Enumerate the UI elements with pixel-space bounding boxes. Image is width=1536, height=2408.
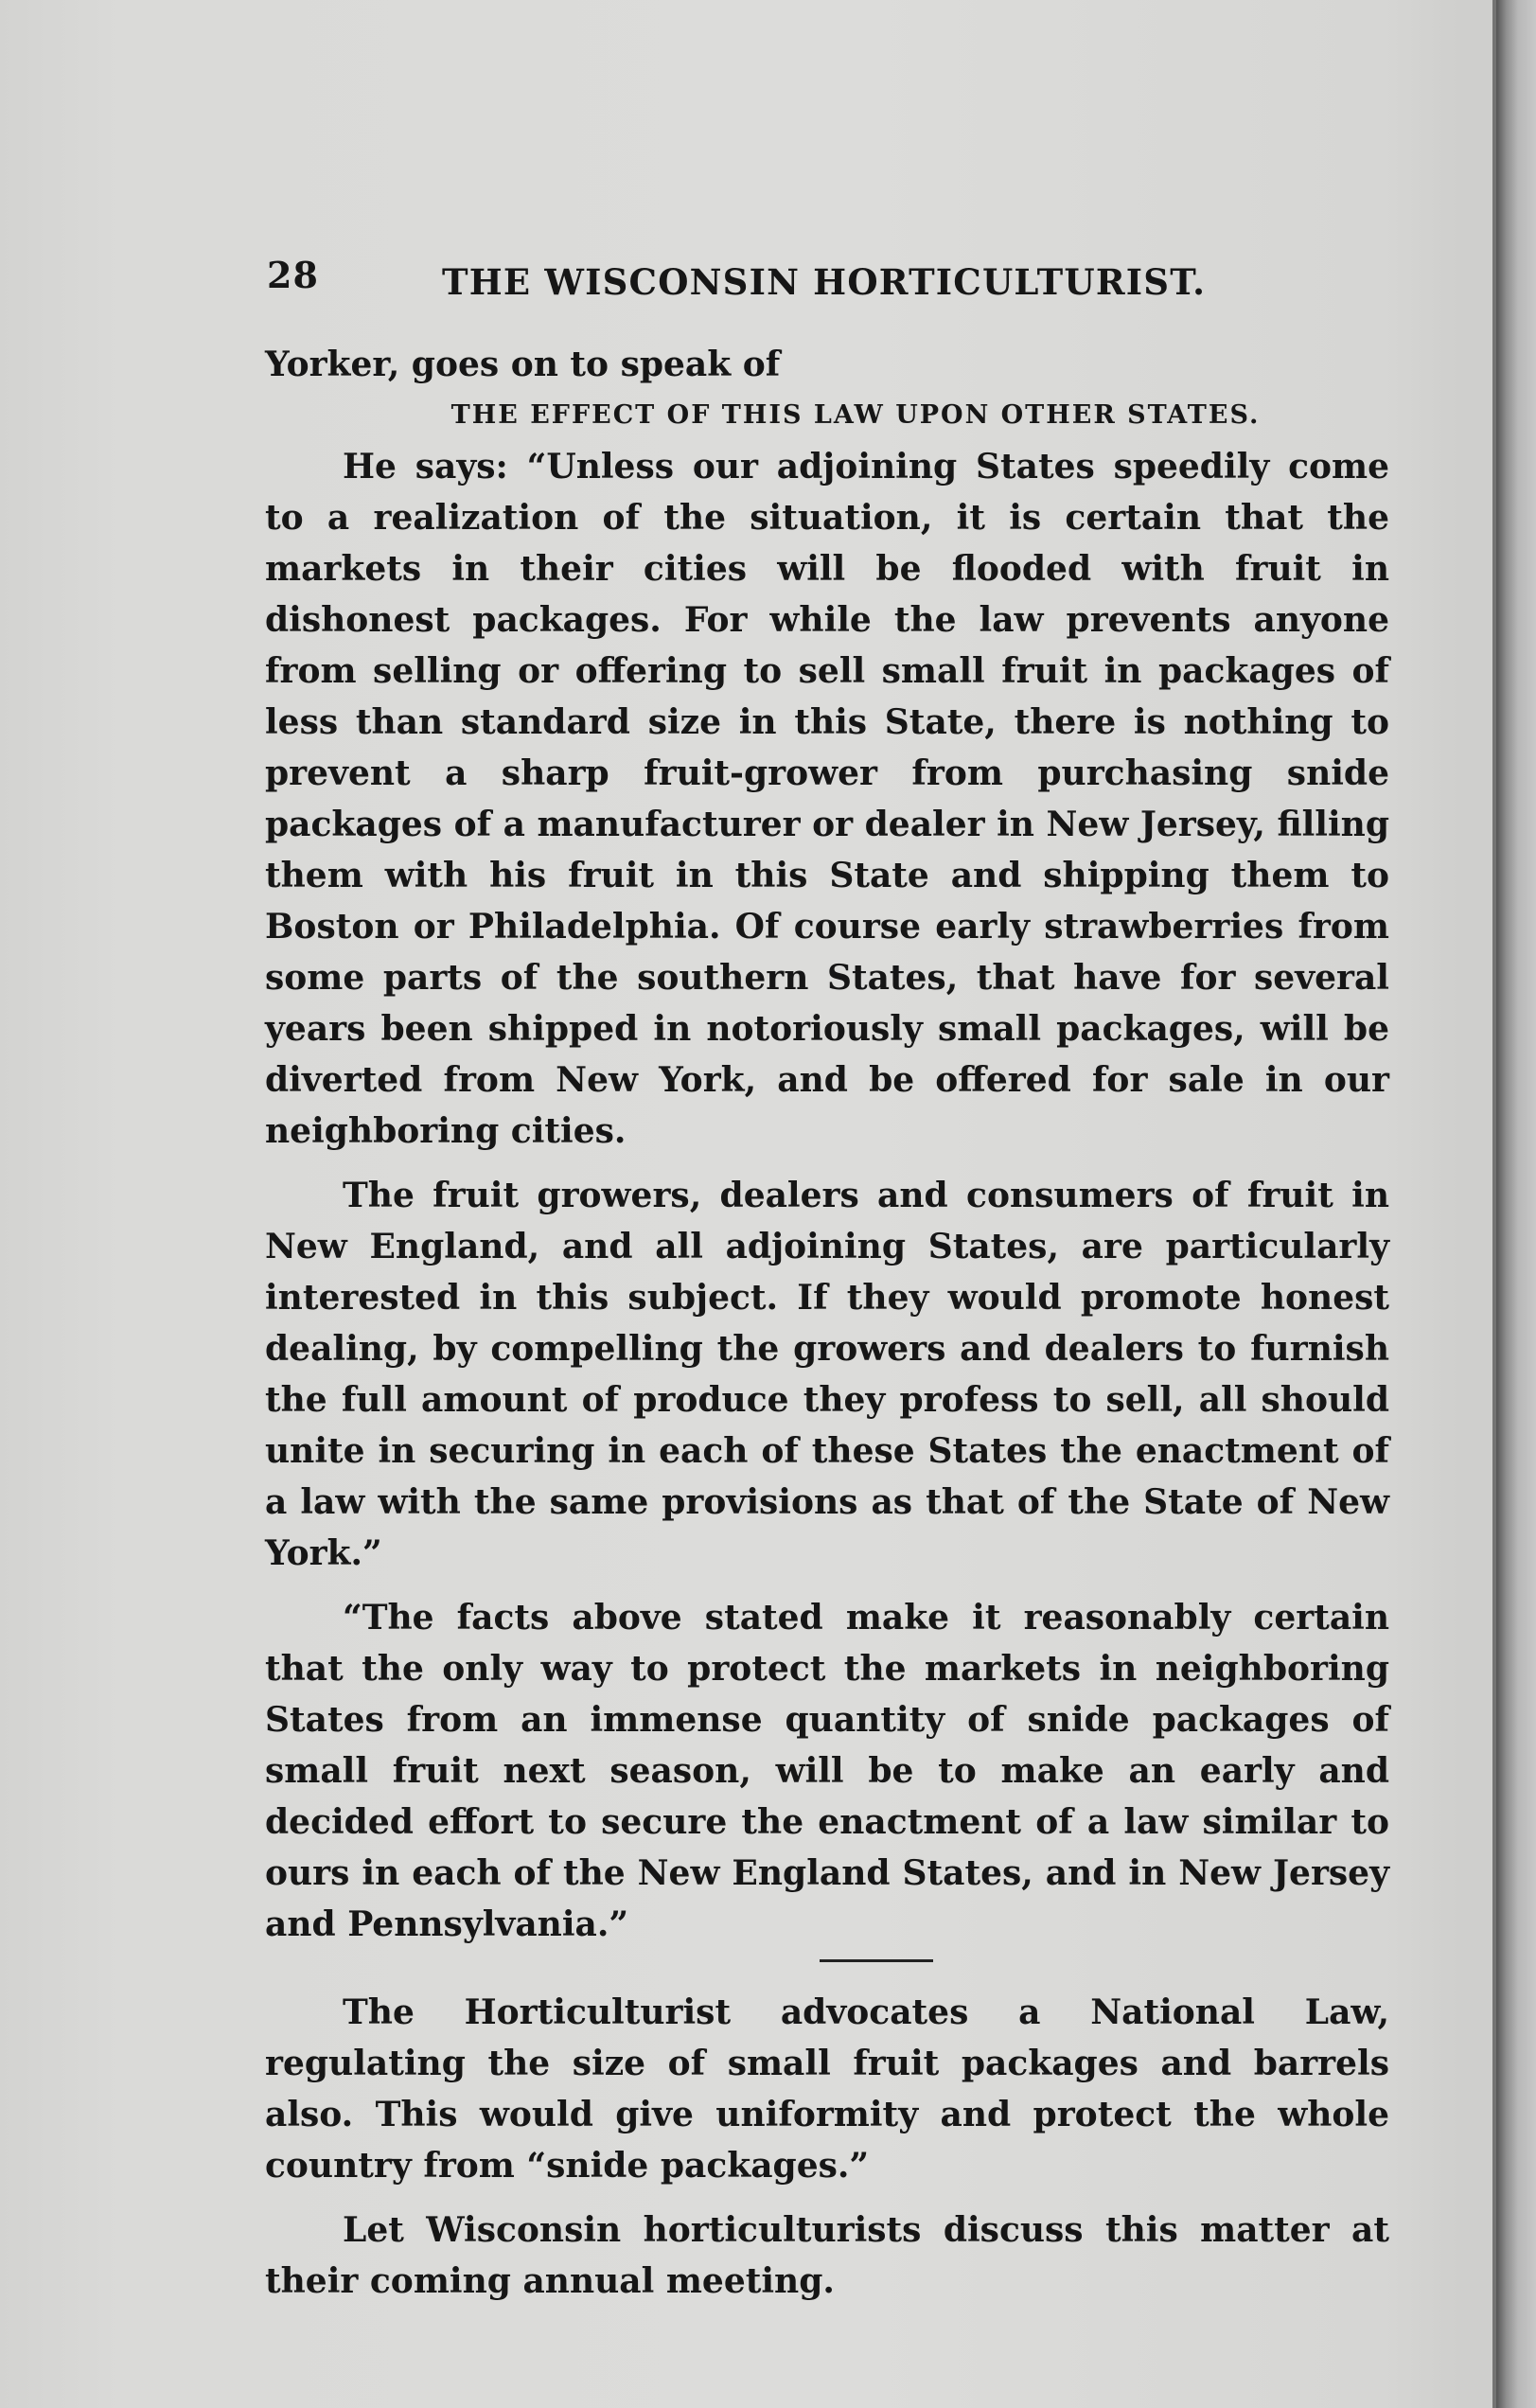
book-edge — [1496, 0, 1536, 2408]
running-head — [267, 254, 1223, 310]
journal-title: THE WISCONSIN HORTICULTURIST. — [442, 261, 1207, 303]
paragraph-3: “The facts above stated make it reasonably certain that the only way to protect the markets in neighboring States from an immense quantity of snide packages of small fruit next season, will be to make an early and decided effort to secure the enactment of a law similar to ours in each of the New England States, and in New Jersey and Pennsylvania.” — [265, 1598, 1389, 1944]
page-number: 28 — [267, 254, 319, 296]
article-text — [265, 339, 1389, 2307]
paragraph-2: The fruit growers, dealers and consumers of fruit in New England, and all adjoining States, are particularly interested in this subject. If they would promote honest dealing, by compelling the growers and dealers to furnish the full amount of produce they profess to sell, all should unite in securing in each of these States the enactment of a law with the same provisions as that of the State of New York.” — [265, 1176, 1389, 1573]
section-heading: THE EFFECT OF THIS LAW UPON OTHER STATES. — [450, 400, 1261, 430]
paragraph-5: Let Wisconsin horticulturists discuss this matter at their coming annual meeting. — [265, 2210, 1389, 2301]
paragraph-4: The Horticulturist advocates a National Law, regulating the size of small fruit packages and barrels also. This would give uniformity and protect the whole country from “snide packages.” — [265, 1992, 1389, 2186]
section-divider — [820, 1959, 933, 1962]
opening-line: Yorker, goes on to speak of — [265, 345, 781, 384]
paragraph-1: He says: “Unless our adjoining States speedily come to a realization of the situation, it is certain that the markets in their cities will be flooded with fruit in dishonest packages. For while the law prevents anyone from selling or offering to sell small fruit in packages of less than standard size in this State, there is nothing to prevent a sharp fruit-grower from purchasing snide packages of a manufacturer or dealer in New Jersey, filling them with his fruit in this State and shipping them to Boston or Philadelphia. Of course early strawberries from some parts of the southern States, that have for several years been shipped in notoriously small packages, will be diverted from New York, and be offered for sale in our neighboring cities. — [265, 447, 1389, 1151]
